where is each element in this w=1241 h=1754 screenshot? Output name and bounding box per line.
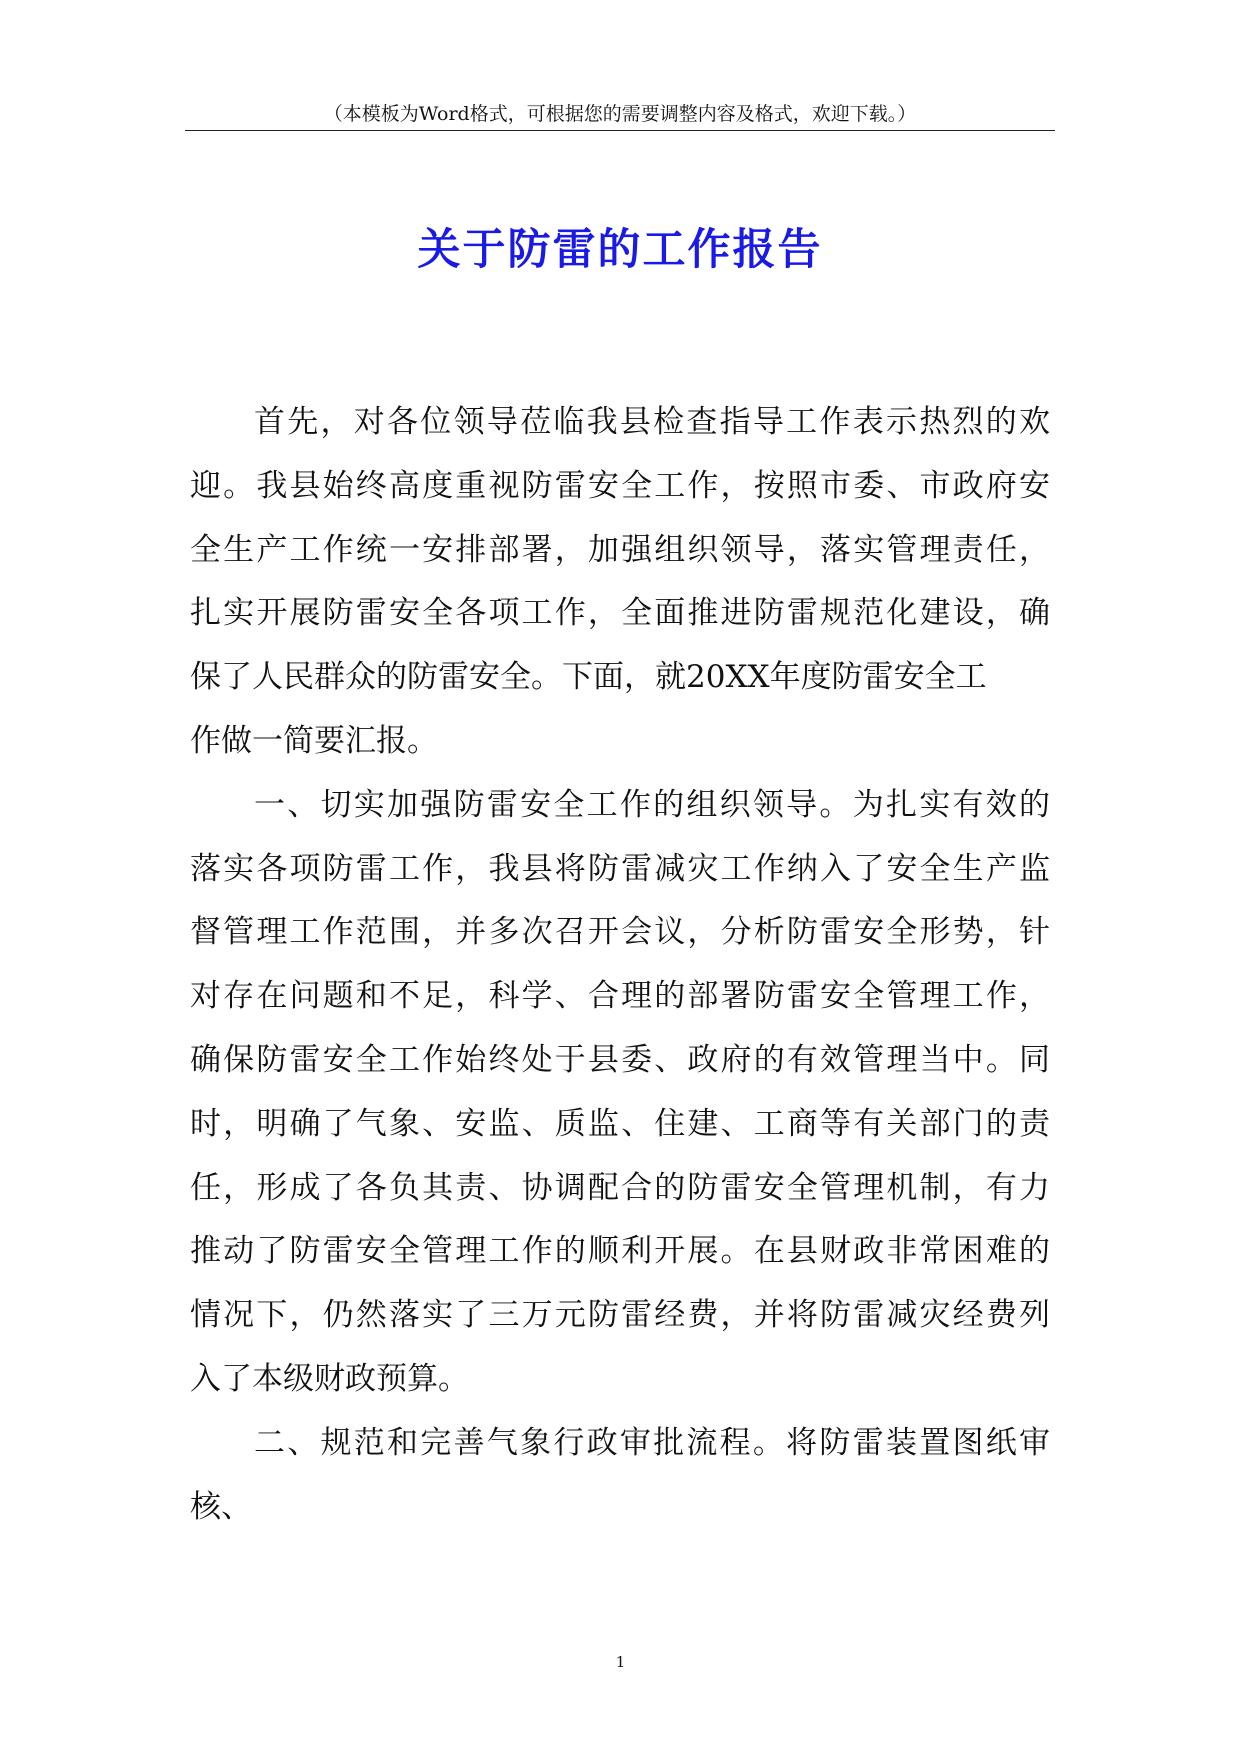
body-line: 督管理工作范围，并多次召开会议，分析防雷安全形势，针 (190, 914, 1050, 951)
body-line: 迎。我县始终高度重视防雷安全工作，按照市委、市政府安 (190, 467, 1050, 504)
body-line: 一、切实加强防雷安全工作的组织领导。为扎实有效的 (254, 786, 1050, 823)
document-title: 关于防雷的工作报告 (417, 225, 823, 275)
body-line: 全生产工作统一安排部署，加强组织领导，落实管理责任， (190, 531, 1050, 568)
body-line: 作做一简要汇报。 (190, 722, 438, 759)
body-line: 首先，对各位领导莅临我县检查指导工作表示热烈的欢 (254, 404, 1050, 440)
body-line: 时，明确了气象、安监、质监、住建、工商等有关部门的责 (190, 1105, 1050, 1142)
body-line: 情况下，仍然落实了三万元防雷经费，并将防雷减灾经费列 (190, 1297, 1050, 1334)
page-number: 1 (615, 1653, 626, 1671)
body-line: 扎实开展防雷安全各项工作，全面推进防雷规范化建设，确 (190, 595, 1050, 632)
body-line: 确保防雷安全工作始终处于县委、政府的有效管理当中。同 (190, 1041, 1050, 1078)
body-line: 二、规范和完善气象行政审批流程。将防雷装置图纸审 (254, 1424, 1050, 1461)
body-line: 入了本级财政预算。 (190, 1360, 469, 1397)
document-body (190, 391, 1050, 1539)
body-line: 任，形成了各负其责、协调配合的防雷安全管理机制，有力 (190, 1169, 1050, 1206)
body-line: 落实各项防雷工作，我县将防雷减灾工作纳入了安全生产监 (190, 850, 1050, 887)
header-rule (185, 130, 1055, 131)
body-line: 对存在问题和不足，科学、合理的部署防雷安全管理工作， (190, 978, 1050, 1015)
body-line: 推动了防雷安全管理工作的顺利开展。在县财政非常困难的 (190, 1233, 1050, 1270)
body-line: 保了人民群众的防雷安全。下面，就20XX年度防雷安全工 (190, 659, 987, 696)
body-line: 核、 (190, 1488, 252, 1525)
header-note: （本模板为Word格式，可根据您的需要调整内容及格式，欢迎下载。） (323, 103, 917, 125)
